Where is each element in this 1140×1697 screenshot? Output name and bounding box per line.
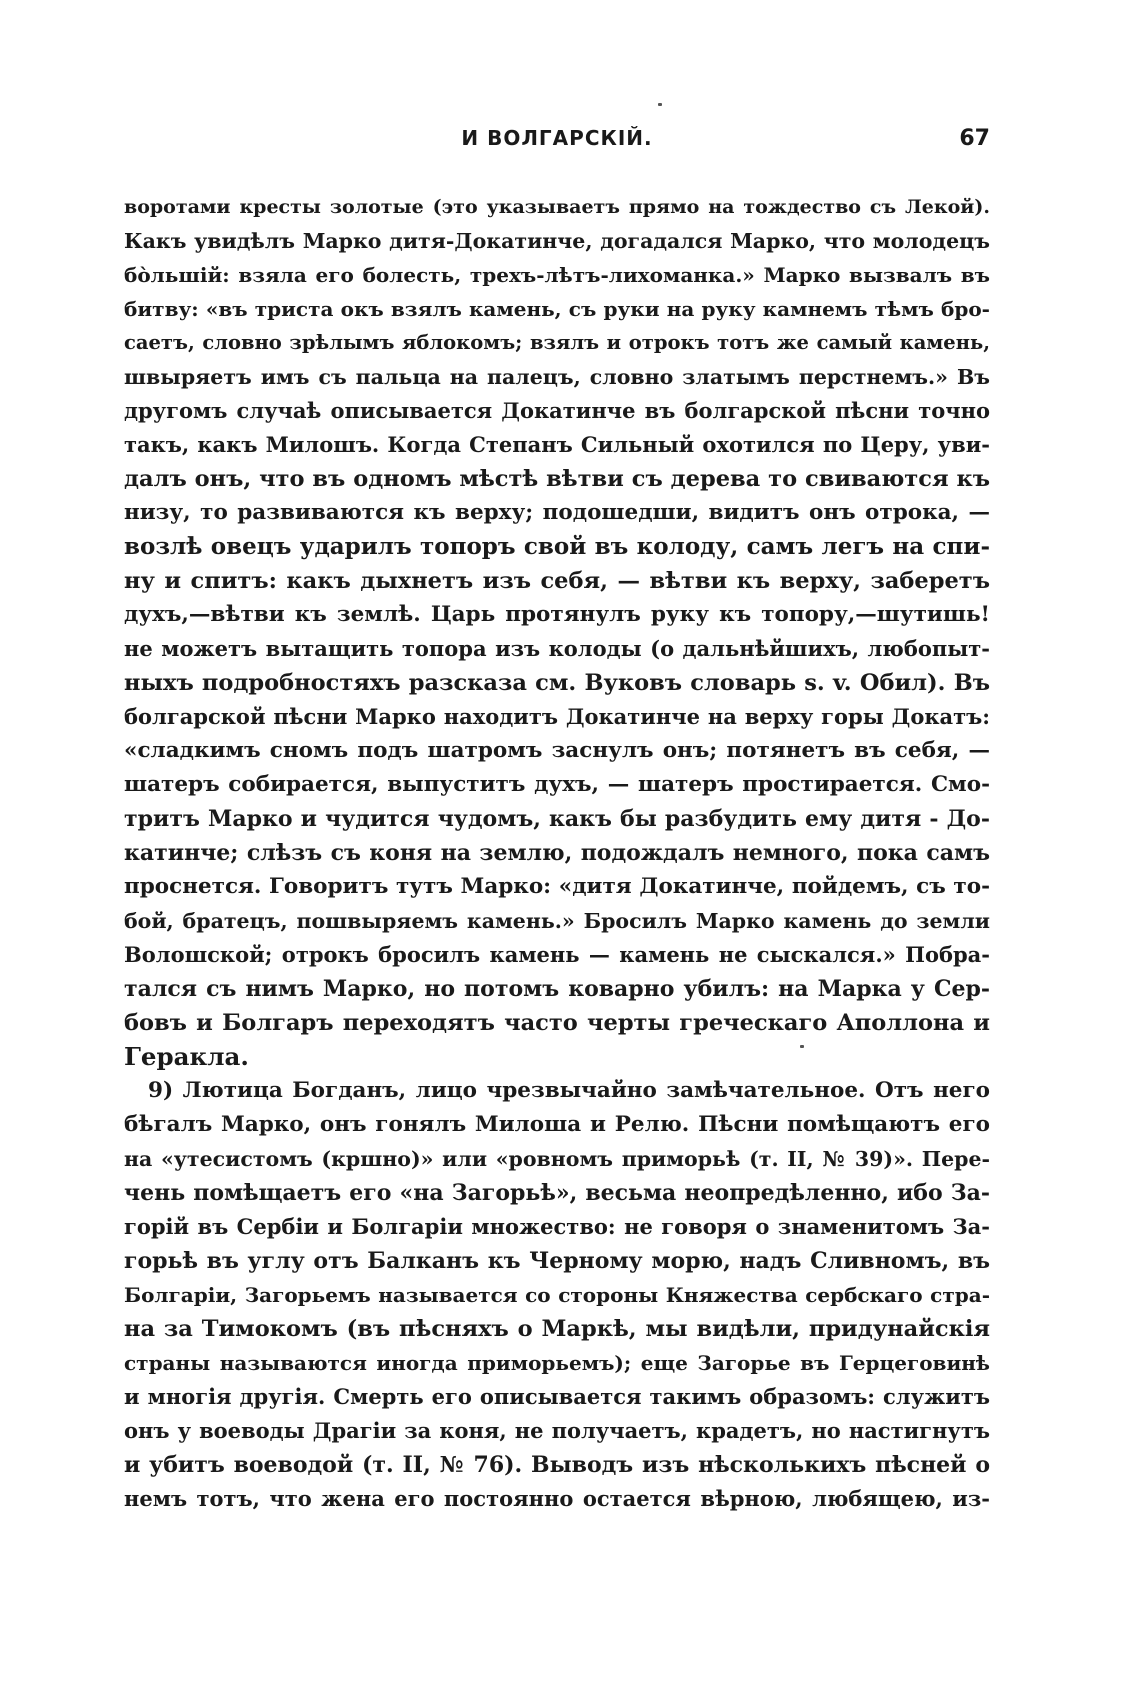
text-line: такъ, какъ Милошъ. Когда Степанъ Сильный охотился по Церу, уви-: [124, 432, 990, 457]
text-line: катинче; слѣзъ съ коня на землю, подождалъ немного, пока самъ: [124, 840, 990, 866]
page-header: [124, 126, 990, 156]
text-line: ныхъ подробностяхъ разсказа см. Вуковъ словарь s. v. Обил). Въ: [124, 670, 990, 696]
text-line: не можетъ вытащить топора изъ колоды (о дальнѣйшихъ, любопыт-: [124, 636, 990, 661]
text-line: на «утесистомъ (кршно)» или «ровномъ приморьѣ (т. II, № 39)». Пере-: [124, 1147, 990, 1171]
text-line: саетъ, словно зрѣлымъ яблокомъ; взялъ и отрокъ тотъ же самый камень,: [124, 331, 990, 354]
text-line: тался съ нимъ Марко, но потомъ коварно убилъ: на Марка у Сер-: [124, 976, 990, 1002]
text-line: возлѣ овецъ ударилъ топоръ свой въ колоду, самъ легъ на спи-: [124, 533, 990, 560]
text-line: ну и спитъ: какъ дыхнетъ изъ себя, — вѣтви къ верху, заберетъ: [124, 568, 990, 594]
text-line: немъ тотъ, что жена его постоянно остается вѣрною, любящею, из-: [124, 1486, 990, 1511]
text-line: онъ у воеводы Драгіи за коня, не получаетъ, крадетъ, но настигнутъ: [124, 1418, 990, 1443]
text-line: тритъ Марко и чудится чудомъ, какъ бы разбудить ему дитя - До-: [124, 806, 990, 832]
text-line: «сладкимъ сномъ подъ шатромъ заснулъ онъ; потянетъ въ себя, —: [124, 738, 990, 763]
text-line: другомъ случаѣ описывается Докатинче въ болгарской пѣсни точно: [124, 398, 990, 423]
running-head: И ВОЛГАРСКІЙ.: [461, 126, 653, 150]
text-line: страны называются иногда приморьемъ); еще Загорье въ Герцеговинѣ: [124, 1351, 990, 1375]
text-line: Какъ увидѣлъ Марко дитя-Докатинче, догадался Марко, что молодецъ: [124, 229, 990, 253]
text-line: низу, то развиваются къ верху; подошедши, видитъ онъ отрока, —: [124, 500, 990, 525]
page-number: 67: [959, 126, 990, 151]
text-line: горій въ Сербіи и Болгаріи множество: не говоря о знаменитомъ За-: [124, 1214, 990, 1239]
text-line: Геракла.: [124, 1042, 249, 1071]
text-line: швыряетъ имъ съ пальца на палецъ, словно златымъ перстнемъ.» Въ: [124, 365, 990, 389]
text-line: бѣгалъ Марко, онъ гонялъ Милоша и Релю. Пѣсни помѣщаютъ его: [124, 1112, 990, 1137]
text-line: и многія другія. Смерть его описывается такимъ образомъ: служитъ: [124, 1384, 990, 1409]
print-speck: [658, 103, 662, 106]
text-line: 9) Лютица Богданъ, лицо чрезвычайно замѣчательное. Отъ него: [148, 1078, 990, 1103]
text-line: бовъ и Болгаръ переходятъ часто черты греческаго Аполлона и: [124, 1010, 990, 1036]
text-line: шатеръ собирается, выпуститъ духъ, — шатеръ простирается. Смо-: [124, 772, 990, 797]
text-line: болгарской пѣсни Марко находитъ Докатинче на верху горы Докатъ:: [124, 704, 990, 729]
text-line: Болгаріи, Загорьемъ называется со стороны Княжества сербскаго стра-: [124, 1283, 990, 1307]
body-text: [124, 190, 990, 1516]
text-line: духъ,—вѣтви къ землѣ. Царь протянулъ руку къ топору,—шутишь!: [124, 602, 990, 627]
text-line: воротами кресты золотые (это указываетъ прямо на тождество съ Лекой).: [124, 196, 990, 218]
text-line: горьѣ въ углу отъ Балканъ къ Черному морю, надъ Сливномъ, въ: [124, 1248, 990, 1274]
text-line: проснется. Говоритъ тутъ Марко: «дитя Докатинче, пойдемъ, съ то-: [124, 874, 990, 899]
text-line: чень помѣщаетъ его «на Загорьѣ», весьма неопредѣленно, ибо За-: [124, 1180, 990, 1206]
text-line: и убитъ воеводой (т. II, № 76). Выводъ изъ нѣсколькихъ пѣсней о: [124, 1452, 990, 1478]
text-line: бо̀льшій: взяла его болесть, трехъ-лѣтъ-лихоманка.» Марко вызвалъ въ: [124, 263, 990, 287]
text-line: Волошской; отрокъ бросилъ камень — камень не сыскался.» Побра-: [124, 942, 990, 967]
text-line: битву: «въ триста окъ взялъ камень, съ руки на руку камнемъ тѣмъ бро-: [124, 297, 990, 321]
text-line: бой, братецъ, пошвыряемъ камень.» Бросилъ Марко камень до земли: [124, 909, 990, 933]
text-line: на за Тимокомъ (въ пѣсняхъ о Маркѣ, мы видѣли, придунайскія: [124, 1316, 990, 1342]
text-line: далъ онъ, что въ одномъ мѣстѣ вѣтви съ дерева то свиваются къ: [124, 466, 990, 492]
